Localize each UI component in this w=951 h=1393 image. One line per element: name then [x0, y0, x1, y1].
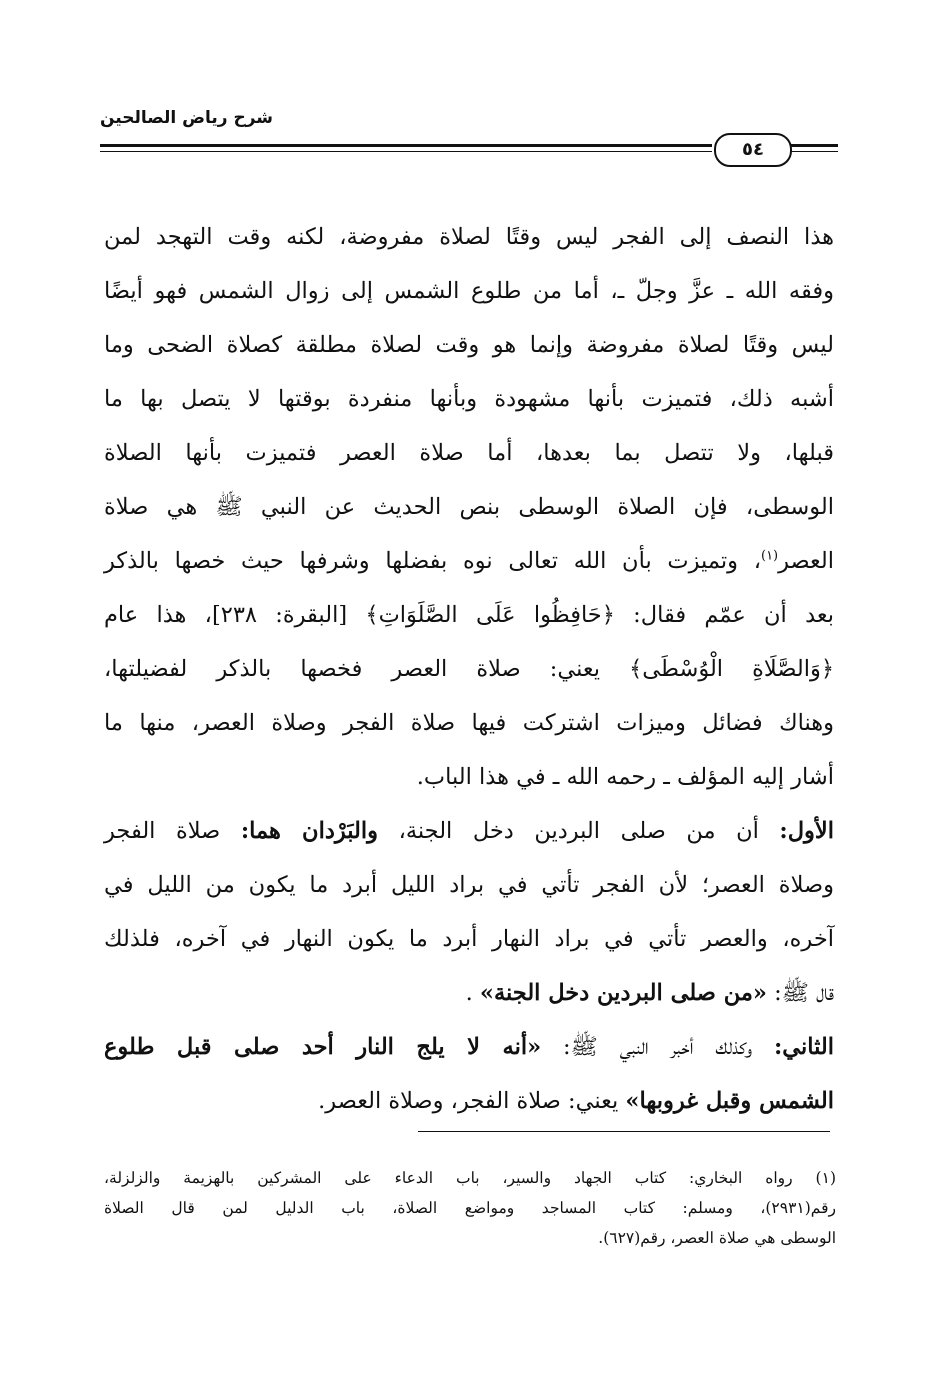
header-rule-thick-right	[790, 144, 838, 147]
hadith-nar-part2: الشمس وقبل غروبها»	[625, 1088, 834, 1114]
footnote-line-1: (١) رواه البخاري: كتاب الجهاد والسير، باب الدعاء على المشركين بالهزيمة والزلزلة،	[104, 1169, 836, 1187]
bardan-term: والبَرْدان هما:	[240, 818, 379, 844]
text-line-17	[104, 1074, 834, 1128]
hadith-nar-part1: «أنه لا يلج النار أحد صلى قبل طلوع	[104, 1034, 542, 1060]
page-number-badge: ٥٤	[714, 133, 792, 167]
header-rule-thin-left	[100, 151, 712, 152]
footnote-line-3: الوسطى هي صلاة العصر، رقم(٦٢٧).	[598, 1229, 836, 1247]
line-7-sep: ،	[753, 548, 761, 574]
text-line-5: قبلها، ولا تتصل بما بعدها، أما صلاة العصر فتميزت بأنها الصلاة	[104, 440, 834, 466]
line-7-start: العصر	[778, 548, 835, 574]
header-rule-thick-left	[100, 144, 712, 147]
line-15-text: قال ﷺ:	[774, 980, 834, 1006]
text-line-6: الوسطى، فإن الصلاة الوسطى بنص الحديث عن النبي ﷺ هي صلاة	[104, 494, 834, 520]
text-line-10: وهناك فضائل وميزات اشتركت فيها صلاة الفجر وصلاة العصر، منها ما	[104, 710, 834, 736]
bardan-definition: صلاة الفجر	[104, 818, 221, 844]
line-7-rest: وتميزت بأن الله تعالى نوه بفضلها وشرفها حيث خصها بالذكر	[104, 548, 738, 574]
header-rule-thin-right	[790, 151, 838, 152]
line-17-text: يعني: صلاة الفجر، وصلاة العصر.	[318, 1088, 619, 1114]
hadith-bardain-end: .	[465, 980, 473, 1006]
page-header	[100, 108, 838, 158]
text-line-7	[104, 534, 834, 588]
text-line-11: أشار إليه المؤلف ـ رحمه الله ـ في هذا الباب.	[416, 764, 834, 790]
footnote-marker: (١)	[760, 548, 779, 564]
running-book-title: شرح رياض الصالحين	[100, 108, 274, 128]
footnote-separator	[418, 1131, 830, 1132]
text-line-13: وصلاة العصر؛ لأن الفجر تأتي في براد الليل أبرد ما يكون من الليل في	[104, 872, 834, 898]
main-text	[104, 210, 834, 1128]
line-12-text: أن من صلى البردين دخل الجنة،	[398, 818, 759, 844]
text-line-4: أشبه ذلك، فتميزت بأنها مشهودة وبأنها منفردة بوقتها لا يتصل بها ما	[104, 386, 834, 412]
first-label: الأول:	[779, 818, 835, 844]
text-line-2: وفقه الله ـ عزَّ وجلّ ـ، أما من طلوع الشمس إلى زوال الشمس فهو أيضًا	[104, 278, 834, 304]
text-line-16	[104, 1020, 834, 1074]
footnote-line-2: رقم(٢٩٣١)، ومسلم: كتاب المساجد ومواضع الصلاة، باب الدليل لمن قال الصلاة	[104, 1199, 836, 1217]
hadith-bardain: «من صلى البردين دخل الجنة»	[479, 980, 767, 1006]
line-16-text: وكذلك أخبر النبي ﷺ:	[563, 1034, 753, 1060]
text-line-8: بعد أن عمّم فقال: ﴿حَافِظُوا عَلَى الصَّلَوَاتِ﴾ [البقرة: ٢٣٨]، هذا عام	[104, 602, 835, 628]
text-line-14: آخره، والعصر تأتي في براد النهار أبرد ما يكون النهار في آخره، فلذلك	[104, 926, 834, 952]
text-line-1: هذا النصف إلى الفجر ليس وقتًا لصلاة مفروضة، لكنه وقت التهجد لمن	[104, 224, 834, 250]
text-line-12	[104, 804, 834, 858]
second-label: الثاني:	[773, 1034, 835, 1060]
text-line-9: ﴿وَالصَّلَاةِ الْوُسْطَى﴾ يعني: صلاة العصر فخصها بالذكر لفضيلتها،	[104, 656, 834, 682]
text-line-15	[104, 966, 834, 1020]
text-line-3: ليس وقتًا لصلاة مفروضة وإنما هو وقت لصلاة مطلقة كصلاة الضحى وما	[104, 332, 834, 358]
footnotes	[104, 1163, 836, 1253]
